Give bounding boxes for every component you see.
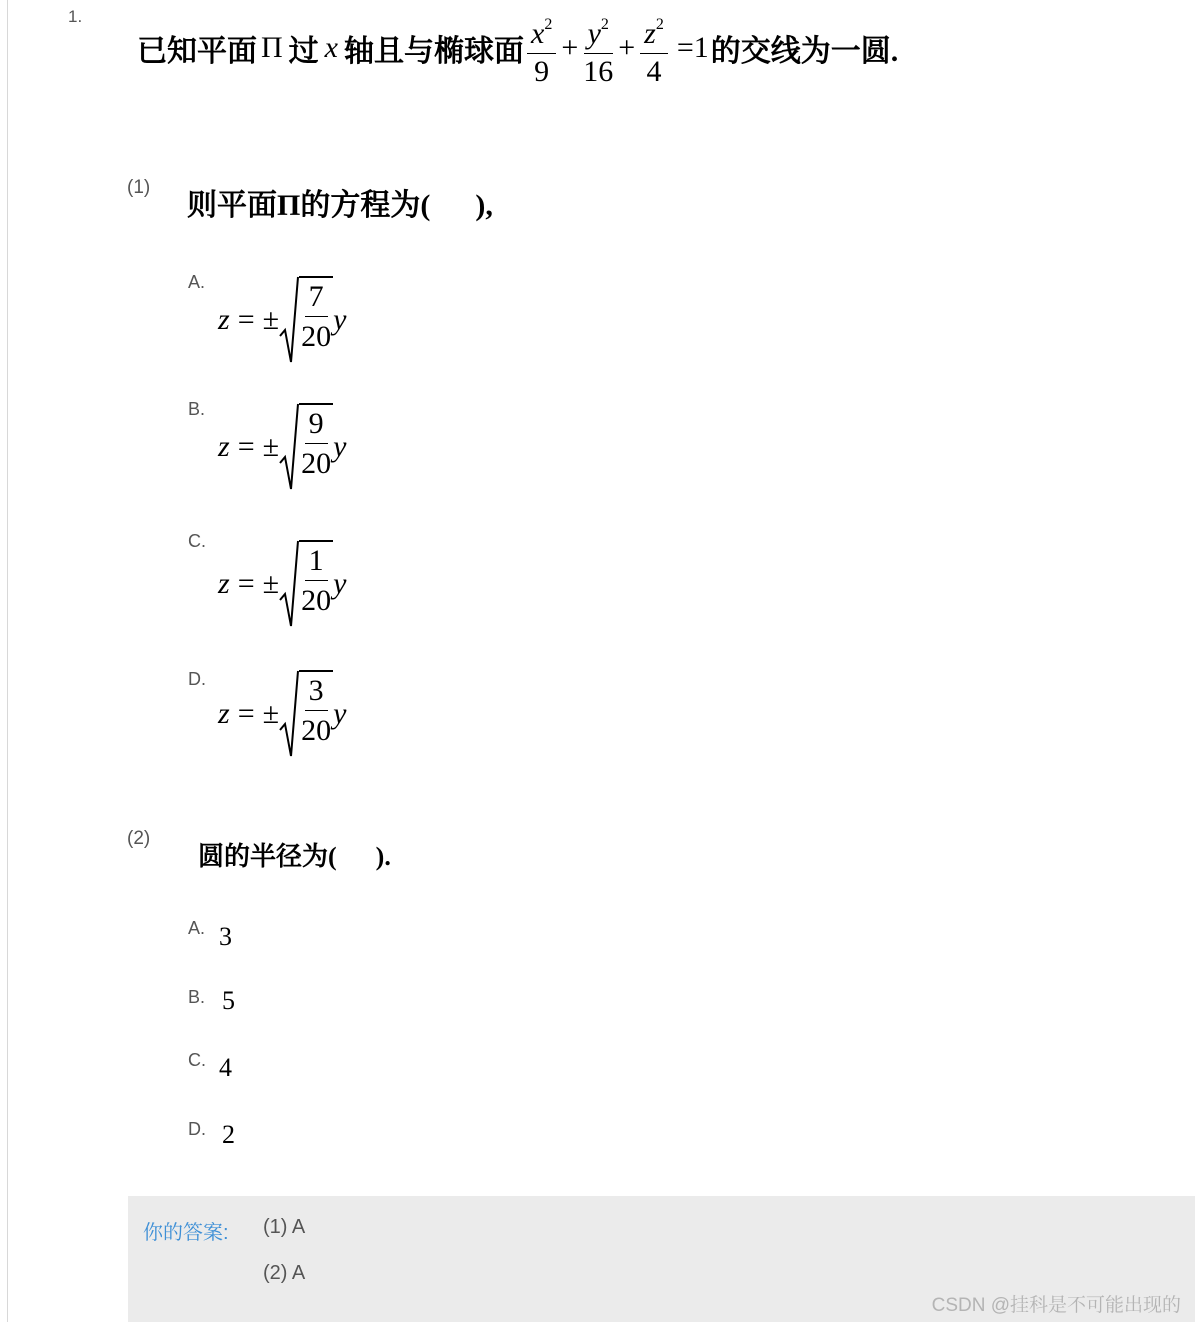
plus-sign: + [561,31,579,64]
part2-option-c-letter[interactable]: C. [188,1050,206,1070]
question-stem [137,6,898,90]
part2-option-a-letter[interactable]: A. [188,918,206,938]
part1-question: 则平面Π的方程为( ), [187,189,493,222]
part1-option-c-letter[interactable]: C. [188,531,206,551]
sqrt-icon: 7 20 [279,276,333,364]
x-variable: x [324,31,338,64]
pi-symbol: Π [261,31,283,64]
part2-option-c-value[interactable]: 4 [219,1053,232,1082]
question-card [7,0,1195,1322]
part1-option-c-formula[interactable]: z = ± 1 20 y [218,540,346,628]
sqrt-icon: 3 20 [279,670,333,758]
fraction-z: $\frac{z^2}{4}$ [640,6,668,90]
part1-option-a-formula[interactable]: z = ± 7 20 y [218,276,346,364]
sqrt-icon: 1 20 [279,540,333,628]
answer-line-2: (2) A [263,1262,306,1284]
answer-label: 你的答案: [143,1222,229,1244]
equals-one: =1 [676,31,709,64]
question-number: 1. [68,7,83,26]
part1-option-d-letter[interactable]: D. [188,669,206,689]
part2-option-d-value[interactable]: 2 [222,1120,235,1149]
sqrt-icon: 9 20 [279,403,333,491]
part2-option-a-value[interactable]: 3 [219,922,232,951]
stem-suffix: 的交线为一圆. [710,35,899,68]
plus-sign: + [618,31,636,64]
stem-through: 过 [288,35,319,68]
part2-option-d-letter[interactable]: D. [188,1119,206,1139]
part2-question: 圆的半径为( ). [198,842,391,871]
part2-option-b-value[interactable]: 5 [222,986,235,1015]
stem-prefix: 已知平面 [137,35,257,68]
stem-mid: 轴且与椭球面 [344,35,524,68]
fraction-x: $\frac{x^2}{9}$ [527,6,556,90]
answer-line-1: (1) A [263,1216,306,1238]
fraction-y: $\frac{y^2}{16}$ [583,6,613,90]
part2-option-b-letter[interactable]: B. [188,987,206,1007]
part1-option-d-formula[interactable]: z = ± 3 20 y [218,670,346,758]
part1-option-b-letter[interactable]: B. [188,399,206,419]
part2-number: (2) [127,828,151,849]
part1-number: (1) [127,177,151,198]
part1-option-b-formula[interactable]: z = ± 9 20 y [218,403,346,491]
watermark: CSDN @挂科是不可能出现的 [931,1295,1181,1316]
part1-option-a-letter[interactable]: A. [188,272,206,292]
